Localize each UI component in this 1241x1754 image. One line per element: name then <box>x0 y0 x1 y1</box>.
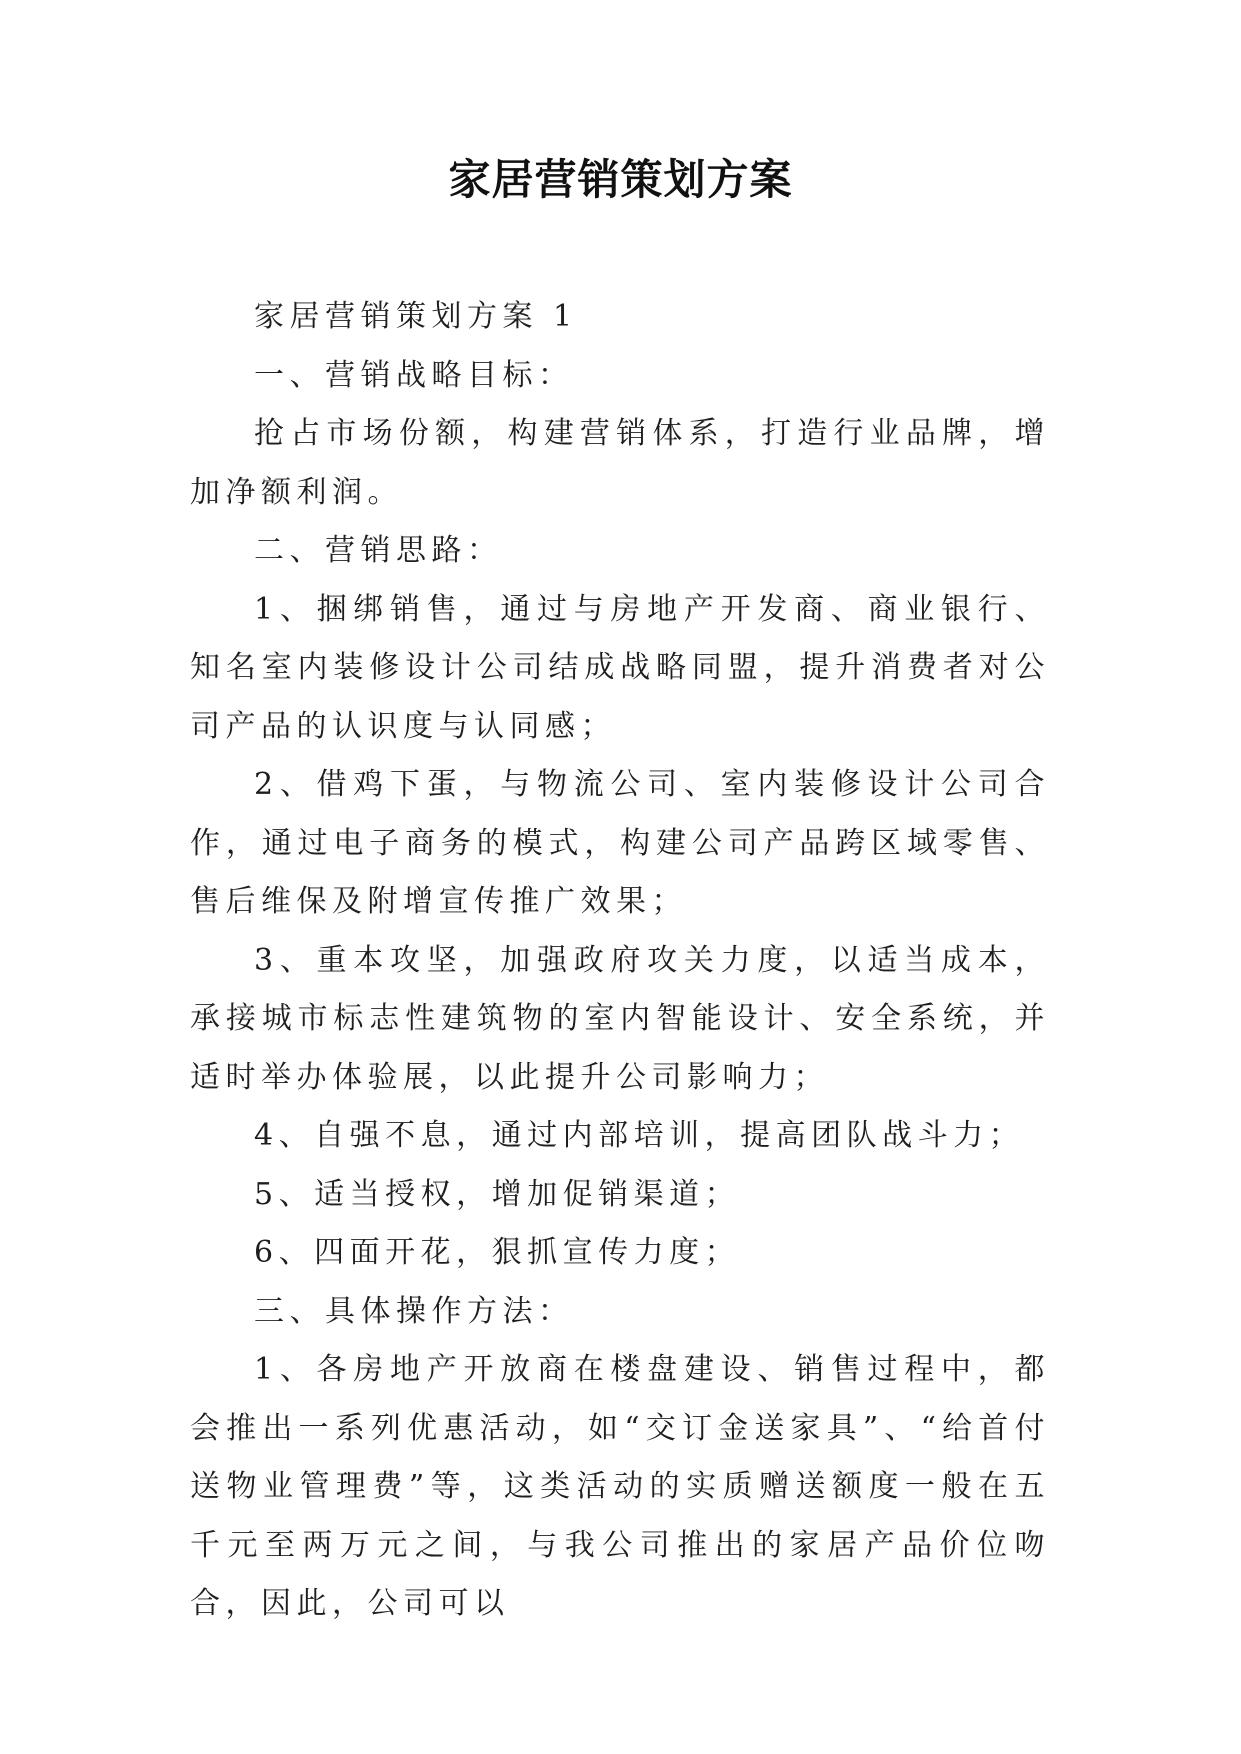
paragraph-section-3-heading: 三、具体操作方法： <box>254 1293 574 1329</box>
paragraph-idea-6: 6、四面开花，狠抓宣传力度； <box>254 1235 741 1270</box>
paragraph-plan-heading: 家居营销策划方案 1 <box>254 299 578 334</box>
paragraph-section-2-heading: 二、营销思路： <box>254 533 503 568</box>
document-title: 家居营销策划方案 <box>448 155 793 204</box>
paragraph-idea-1: 1、捆绑销售，通过与房地产开发商、商业银行、知名室内装修设计公司结成战略同盟，提升消费者对公司产品的认识度与认同感； <box>190 591 1050 744</box>
paragraph-idea-4: 4、自强不息，通过内部培训，提高团队战斗力； <box>254 1118 1025 1153</box>
document-body <box>190 288 1050 1634</box>
paragraph-idea-3: 3、重本攻坚，加强政府攻关力度，以适当成本，承接城市标志性建筑物的室内智能设计、安全系统，并适时举办体验展，以此提升公司影响力； <box>190 942 1050 1095</box>
paragraph-idea-5: 5、适当授权，增加促销渠道； <box>254 1176 741 1212</box>
paragraph-method-1: 1、各房地产开放商在楼盘建设、销售过程中，都会推出一系列优惠活动，如“交订金送家具”、“给首付送物业管理费”等，这类活动的实质赠送额度一般在五千元至两万元之间，与我公司推出的家居产品价位吻合，因此，公司可以 <box>190 1352 1050 1621</box>
paragraph-section-1-heading: 一、营销战略目标： <box>254 357 574 393</box>
paragraph-strategy-goal: 抢占市场份额，构建营销体系，打造行业品牌，增加净额利润。 <box>190 416 1050 510</box>
paragraph-idea-2: 2、借鸡下蛋，与物流公司、室内装修设计公司合作，通过电子商务的模式，构建公司产品跨区域零售、售后维保及附增宣传推广效果； <box>190 767 1050 919</box>
